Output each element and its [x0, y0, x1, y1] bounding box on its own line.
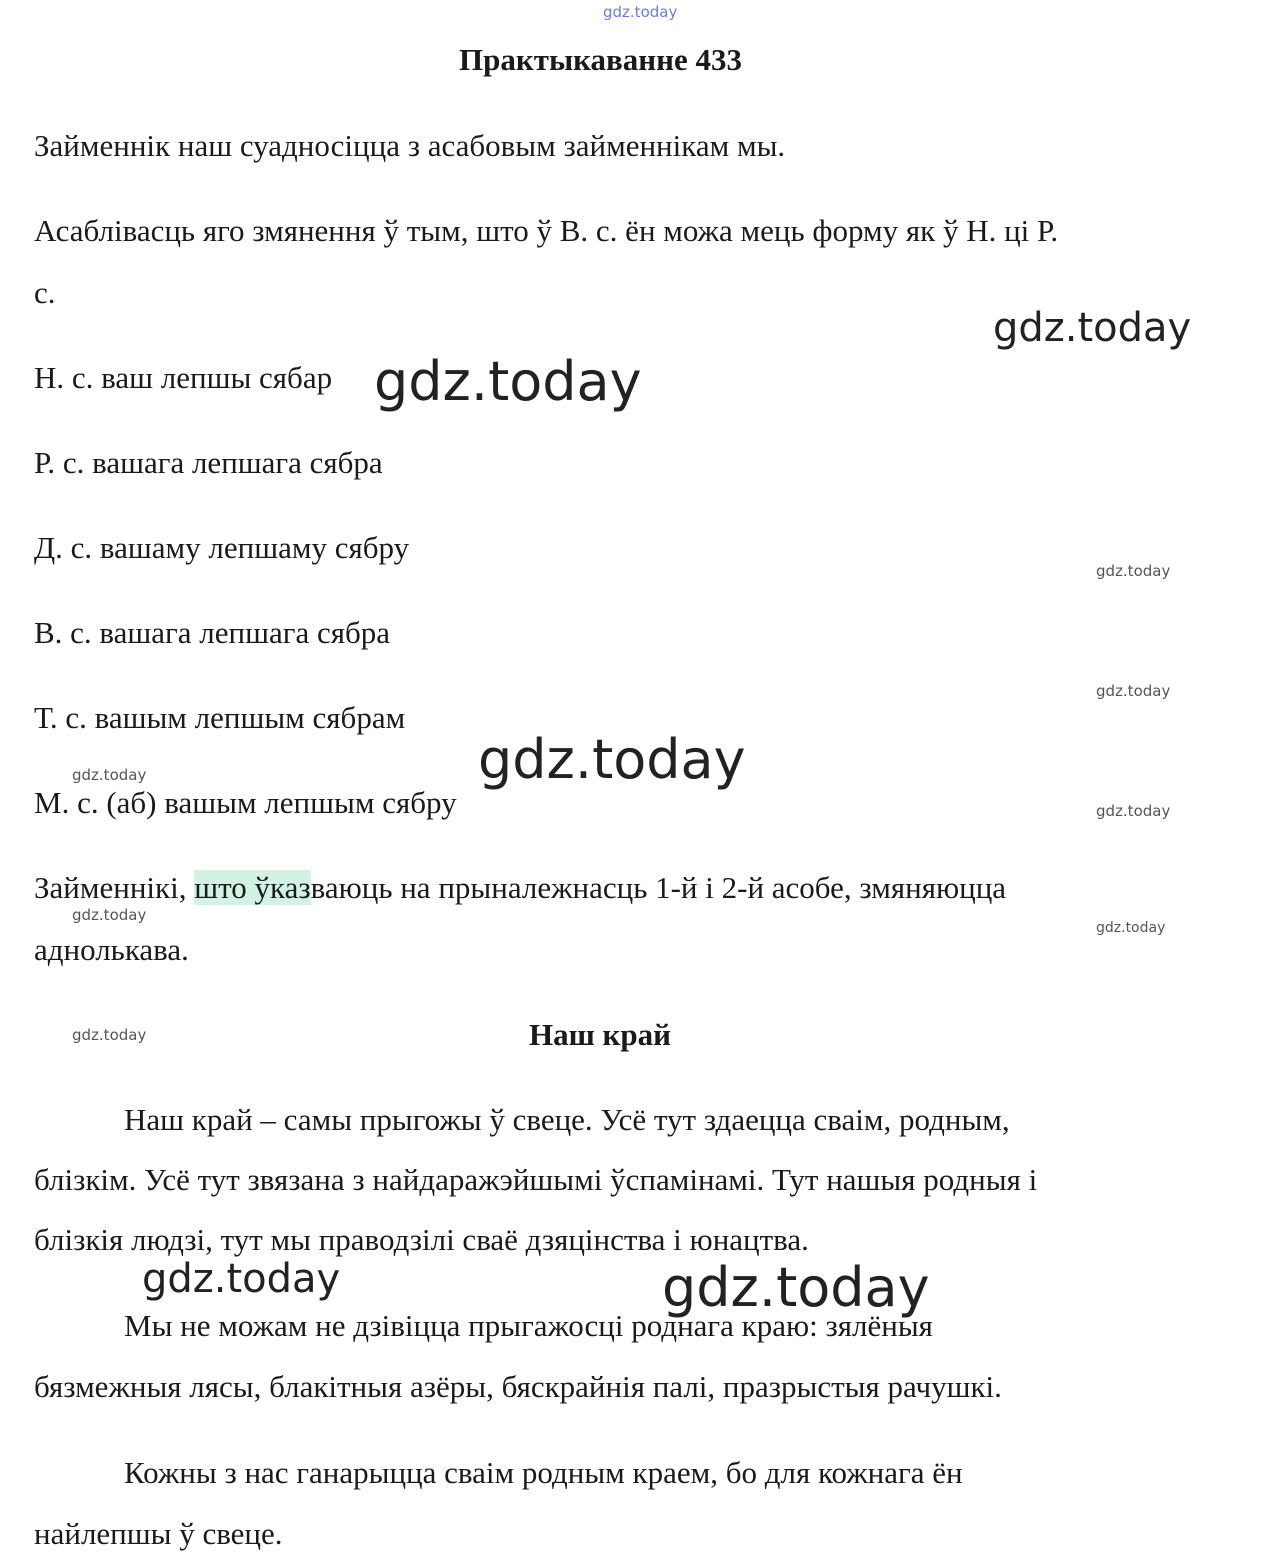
- watermark: gdz.today: [478, 728, 746, 791]
- essay-line: найлепшы ў свеце.: [34, 1516, 283, 1551]
- watermark: gdz.today: [1096, 682, 1171, 700]
- essay-line: блізкім. Усё тут звязана з найдаражэйшымі ўспамінамі. Тут нашыя родныя і: [34, 1162, 1038, 1197]
- watermark-top: gdz.today: [603, 3, 678, 21]
- conclusion-part2: ваюць на прыналежнасць 1-й і 2-й асобе, змяняюцца: [310, 870, 1007, 905]
- intro-text: Займеннік наш суадносіцца з асабовым займеннікам мы.: [34, 128, 786, 163]
- watermark: gdz.today: [1096, 920, 1166, 936]
- watermark: gdz.today: [1096, 802, 1171, 820]
- watermark: gdz.today: [72, 1026, 147, 1044]
- essay-line: Кожны з нас ганарыцца сваім родным краем, бо для кожнага ён: [124, 1455, 963, 1490]
- watermark: gdz.today: [1096, 562, 1171, 580]
- declension-prepositional: М. с. (аб) вашым лепшым сябру: [34, 785, 457, 820]
- feature-text-line2: с.: [34, 275, 56, 310]
- essay-line: Наш край – самы прыгожы ў свеце. Усё тут здаецца сваім, родным,: [124, 1102, 1010, 1137]
- watermark: gdz.today: [662, 1256, 930, 1319]
- declension-instrumental: Т. с. вашым лепшым сябрам: [34, 700, 406, 735]
- watermark: gdz.today: [72, 906, 147, 924]
- declension-genitive: Р. с. вашага лепшага сябра: [34, 445, 383, 480]
- essay-line: блізкія людзі, тут мы праводзілі сваё дзяцінства і юнацтва.: [34, 1222, 809, 1257]
- declension-nominative: Н. с. ваш лепшы сябар: [34, 360, 333, 395]
- conclusion-highlight: што ўказ: [194, 870, 311, 905]
- essay-line: бязмежныя лясы, блакітныя азёры, бяскрайнія палі, празрыстыя рачушкі.: [34, 1369, 1002, 1404]
- watermark: gdz.today: [72, 766, 147, 784]
- essay-line: Мы не можам не дзівіцца прыгажосці роднага краю: зялёныя: [124, 1308, 933, 1343]
- watermark: gdz.today: [993, 305, 1192, 351]
- conclusion-line1: [34, 870, 1006, 906]
- feature-text-line1: Асаблівасць яго змянення ў тым, што ў В. с. ён можа мець форму як ў Н. ці Р.: [34, 213, 1059, 248]
- declension-accusative: В. с. вашага лепшага сябра: [34, 615, 391, 650]
- watermark: gdz.today: [142, 1256, 341, 1302]
- essay-title: Наш край: [529, 1017, 671, 1052]
- conclusion-line2: аднолькава.: [34, 932, 189, 967]
- conclusion-part1: Займеннікі,: [34, 870, 195, 905]
- declension-dative: Д. с. вашаму лепшаму сябру: [34, 530, 410, 565]
- watermark: gdz.today: [374, 350, 642, 413]
- page-title: Практыкаванне 433: [459, 42, 743, 77]
